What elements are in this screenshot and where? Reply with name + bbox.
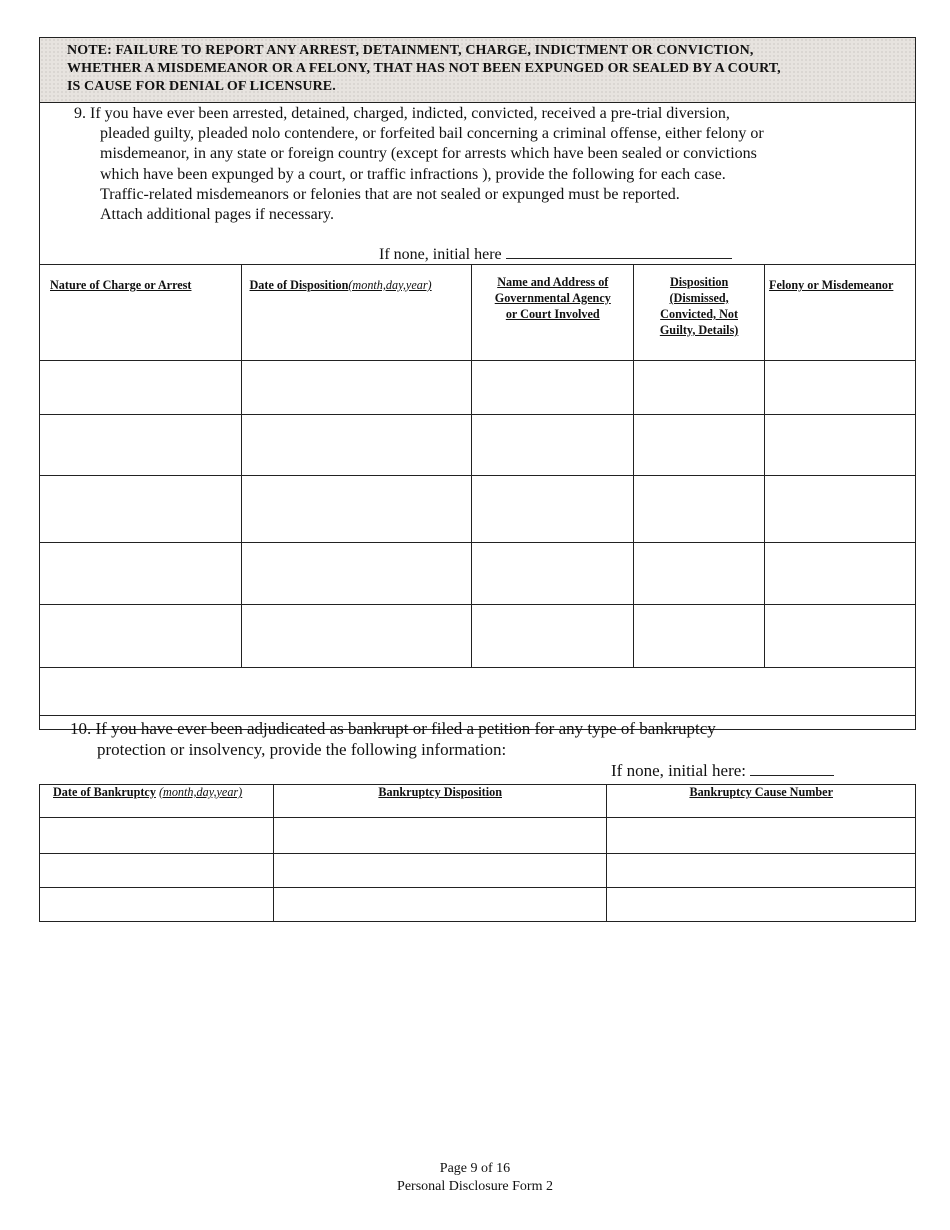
table-cell[interactable]	[40, 543, 242, 605]
header-date-of-disposition: Date of Disposition(month,day,year)	[241, 265, 472, 361]
table-header-row	[40, 785, 916, 818]
table-row	[40, 818, 916, 854]
header-date-of-bankruptcy: Date of Bankruptcy (month,day,year)	[40, 785, 274, 818]
q9-if-none	[379, 245, 732, 264]
q10-line: 10. If you have ever been adjudicated as bankrupt or filed a petition for any type of bankruptcy	[70, 719, 716, 738]
table-row	[40, 543, 916, 605]
date-format-hint: (month,day,year)	[158, 785, 243, 799]
q10-if-none	[611, 761, 834, 781]
q10-if-none-label: If none, initial here:	[611, 761, 747, 780]
table-cell[interactable]	[607, 854, 916, 888]
note-line: IS CAUSE FOR DENIAL OF LICENSURE.	[67, 79, 336, 94]
table-cell[interactable]	[241, 605, 472, 668]
table-cell[interactable]	[607, 888, 916, 922]
q9-initial-field[interactable]	[506, 245, 732, 259]
table-cell[interactable]	[634, 476, 765, 543]
table-cell[interactable]	[634, 361, 765, 415]
form-name: Personal Disclosure Form 2	[397, 1179, 553, 1194]
table-cell[interactable]	[472, 476, 634, 543]
table-cell[interactable]	[273, 818, 607, 854]
q10-initial-field[interactable]	[750, 762, 834, 776]
table-row	[40, 415, 916, 476]
table-cell[interactable]	[273, 854, 607, 888]
table-cell[interactable]	[765, 361, 916, 415]
table-header-row	[40, 265, 916, 361]
question-10-text	[70, 718, 830, 760]
table-cell[interactable]	[634, 415, 765, 476]
table-cell[interactable]	[40, 818, 274, 854]
q9-if-none-label: If none, initial here	[379, 246, 502, 263]
header-nature-of-charge: Nature of Charge or Arrest	[40, 265, 242, 361]
table-cell[interactable]	[241, 476, 472, 543]
table-cell[interactable]	[634, 605, 765, 668]
table-row	[40, 888, 916, 922]
table-cell[interactable]	[40, 854, 274, 888]
table-cell[interactable]	[273, 888, 607, 922]
table-cell[interactable]	[40, 361, 242, 415]
table-cell[interactable]	[40, 605, 242, 668]
q9-line: pleaded guilty, pleaded nolo contendere, or forfeited bail concerning a criminal offense, either felony or	[100, 125, 764, 143]
table-row	[40, 854, 916, 888]
q9-line: Attach additional pages if necessary.	[100, 206, 334, 224]
header-agency-or-court: Name and Address of Governmental Agency or Court Involved	[472, 265, 634, 361]
q10-line: protection or insolvency, provide the following information:	[97, 740, 507, 759]
q9-line: 9. If you have ever been arrested, detained, charged, indicted, convicted, received a pre-trial diversion,	[74, 105, 730, 122]
q9-line: Traffic-related misdemeanors or felonies that are not sealed or expunged must be reported.	[100, 185, 680, 203]
note-line: WHETHER A MISDEMEANOR OR A FELONY, THAT HAS NOT BEEN EXPUNGED OR SEALED BY A COURT,	[67, 61, 781, 76]
q9-line: which have been expunged by a court, or traffic infractions ), provide the following for each case.	[100, 165, 726, 183]
table-row	[40, 361, 916, 415]
table-cell[interactable]	[765, 605, 916, 668]
criminal-history-table	[39, 264, 916, 730]
table-cell[interactable]	[634, 543, 765, 605]
table-cell[interactable]	[472, 361, 634, 415]
table-cell[interactable]	[765, 543, 916, 605]
table-cell[interactable]	[607, 818, 916, 854]
date-format-hint: (month,day,year)	[348, 278, 432, 292]
table-row	[40, 605, 916, 668]
table-cell[interactable]	[241, 415, 472, 476]
header-bankruptcy-cause-number: Bankruptcy Cause Number	[607, 785, 916, 818]
table-row	[40, 476, 916, 543]
table-cell[interactable]	[40, 888, 274, 922]
table-cell[interactable]	[765, 476, 916, 543]
header-disposition: Disposition (Dismissed, Convicted, Not Guilty, Details)	[634, 265, 765, 361]
page-number: Page 9 of 16	[439, 1161, 511, 1176]
licensure-warning-note	[39, 37, 916, 103]
table-cell[interactable]	[241, 361, 472, 415]
header-bankruptcy-disposition: Bankruptcy Disposition	[273, 785, 607, 818]
note-line: NOTE: FAILURE TO REPORT ANY ARREST, DETAINMENT, CHARGE, INDICTMENT OR CONVICTION,	[67, 43, 754, 58]
table-cell[interactable]	[472, 543, 634, 605]
q9-line: misdemeanor, in any state or foreign country (except for arrests which have been sealed or convictions	[100, 145, 757, 163]
question-9-text	[74, 104, 834, 225]
bankruptcy-table	[39, 784, 916, 922]
table-cell[interactable]	[472, 605, 634, 668]
table-cell[interactable]	[40, 476, 242, 543]
page-footer	[0, 1160, 950, 1196]
table-cell[interactable]	[241, 543, 472, 605]
header-felony-or-misdemeanor: Felony or Misdemeanor	[765, 265, 916, 361]
table-cell[interactable]	[40, 415, 242, 476]
table-cell[interactable]	[472, 415, 634, 476]
table-cell[interactable]	[765, 415, 916, 476]
